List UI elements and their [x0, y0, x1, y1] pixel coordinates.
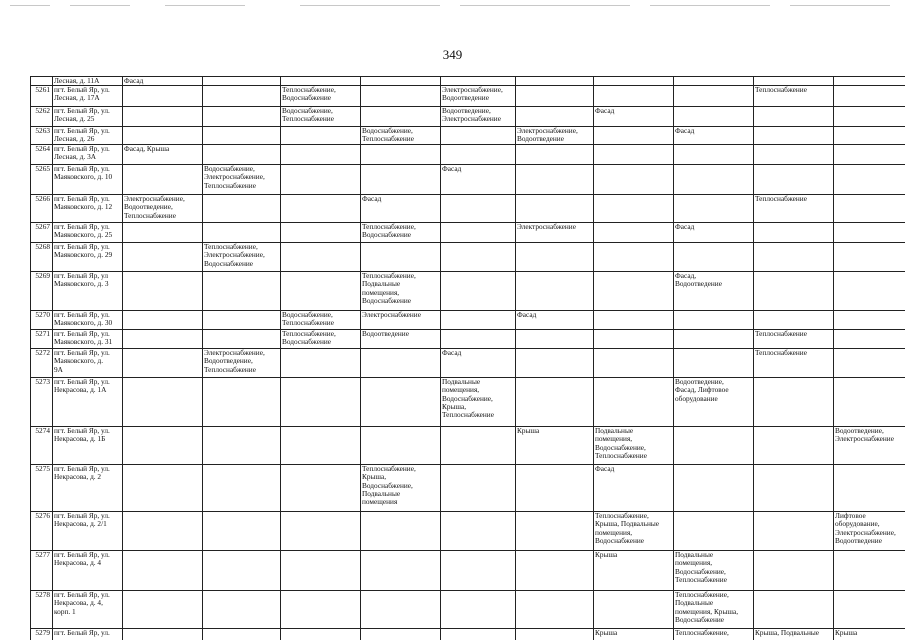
- works-cell: Фасад: [675, 223, 695, 231]
- works-cell: [442, 272, 514, 310]
- works-cell: [755, 107, 832, 126]
- address-cell: пгт. Белый Яр, ул. Некрасова, д. 2/1: [54, 512, 110, 529]
- address-cell: пгт. Белый Яр, ул. Лесная, д. 3А: [54, 145, 110, 162]
- data-table: [30, 76, 905, 640]
- works-cell: [282, 427, 359, 464]
- works-cell: [204, 629, 279, 640]
- row-number: 5261: [35, 86, 50, 94]
- row-number: 5276: [35, 512, 50, 520]
- works-cell: [755, 243, 832, 271]
- works-cell: [517, 165, 592, 194]
- works-cell: [595, 349, 672, 377]
- works-cell: [204, 223, 279, 242]
- works-cell: [675, 165, 752, 194]
- works-cell: Водоснабжение, Теплоснабжение: [282, 311, 334, 328]
- works-cell: [517, 107, 592, 126]
- works-cell: [204, 145, 279, 164]
- works-cell: [835, 223, 905, 242]
- works-cell: [282, 272, 359, 310]
- works-cell: [595, 145, 672, 164]
- works-cell: [675, 311, 752, 329]
- works-cell: [595, 223, 672, 242]
- address-cell: пгт. Белый Яр, ул. Лесная, д. 25: [54, 107, 110, 124]
- works-cell: Фасад: [595, 465, 615, 473]
- works-cell: [755, 311, 832, 329]
- works-cell: [282, 378, 359, 426]
- scan-noise: [0, 0, 905, 12]
- works-cell: [755, 378, 832, 426]
- works-cell: Крыша, Подвальные: [755, 629, 820, 637]
- works-cell: Теплоснабжение, Водоснабжение: [282, 330, 336, 347]
- address-cell: Лесная, д. 11А: [54, 77, 100, 85]
- row-number: 5268: [35, 243, 50, 251]
- works-cell: [835, 465, 905, 511]
- works-cell: Фасад: [362, 195, 382, 203]
- works-cell: [442, 465, 514, 511]
- works-cell: [362, 591, 439, 628]
- row-number: 5271: [35, 330, 50, 338]
- works-cell: [517, 551, 592, 590]
- works-cell: [442, 223, 514, 242]
- works-cell: [835, 272, 905, 310]
- works-cell: [755, 427, 832, 464]
- works-cell: [835, 311, 905, 329]
- works-cell: Водоснабжение, Электроснабжение, Теплоснабжение: [204, 165, 265, 190]
- works-cell: [442, 427, 514, 464]
- works-cell: [124, 272, 201, 310]
- works-cell: [282, 165, 359, 194]
- works-cell: [362, 349, 439, 377]
- works-cell: [675, 107, 752, 126]
- works-cell: [442, 629, 514, 640]
- works-cell: [124, 349, 201, 377]
- works-cell: [675, 427, 752, 464]
- works-cell: [835, 349, 905, 377]
- address-cell: пгт. Белый Яр, ул Маяковского, д. 3: [54, 272, 109, 289]
- works-cell: [204, 77, 279, 85]
- works-cell: Фасад, Крыша: [124, 145, 170, 153]
- works-cell: [204, 330, 279, 348]
- works-cell: [442, 145, 514, 164]
- works-cell: [124, 512, 201, 550]
- works-cell: [442, 551, 514, 590]
- column-divider: [593, 76, 594, 640]
- works-cell: [282, 145, 359, 164]
- address-cell: пгт. Белый Яр, ул. Маяковского, д. 25: [54, 223, 113, 240]
- column-divider: [515, 76, 516, 640]
- works-cell: [835, 243, 905, 271]
- works-cell: [595, 127, 672, 144]
- works-cell: Фасад: [442, 349, 462, 357]
- address-cell: пгт. Белый Яр, ул. Маяковского, д. 12: [54, 195, 113, 212]
- works-cell: Теплоснабжение,: [675, 629, 729, 637]
- row-number: 5269: [35, 272, 50, 280]
- works-cell: Фасад, Водоотведение: [675, 272, 722, 289]
- works-cell: Теплоснабжение, Водоснабжение: [362, 223, 416, 240]
- works-cell: [675, 349, 752, 377]
- row-number: 5278: [35, 591, 50, 599]
- works-cell: Подвальные помещения, Водоснабжение, Теплоснабжение: [675, 551, 727, 584]
- column-divider: [122, 76, 123, 640]
- works-cell: Подвальные помещения, Водоснабжение, Крыша, Теплоснабжение: [442, 378, 494, 420]
- works-cell: [124, 107, 201, 126]
- works-cell: [835, 330, 905, 348]
- works-cell: [362, 629, 439, 640]
- works-cell: [517, 330, 592, 348]
- works-cell: [204, 591, 279, 628]
- address-cell: пгт. Белый Яр, ул. Некрасова, д. 4: [54, 551, 110, 568]
- column-divider: [833, 76, 834, 640]
- works-cell: Теплоснабжение: [755, 349, 807, 357]
- works-cell: Теплоснабжение, Крыша, Подвальные помещения, Водоснабжение: [595, 512, 660, 545]
- works-cell: [442, 243, 514, 271]
- works-cell: Теплоснабжение, Электроснабжение, Водоснабжение: [204, 243, 265, 268]
- row-number: 5277: [35, 551, 50, 559]
- works-cell: [124, 551, 201, 590]
- address-cell: пгт. Белый Яр, ул. Некрасова, д. 1А: [54, 378, 110, 395]
- works-cell: Крыша: [517, 427, 540, 435]
- works-cell: [362, 551, 439, 590]
- works-cell: [282, 195, 359, 222]
- works-cell: Водоотведение: [362, 330, 409, 338]
- works-cell: [835, 591, 905, 628]
- works-cell: [595, 591, 672, 628]
- row-number: 5275: [35, 465, 50, 473]
- works-cell: [282, 243, 359, 271]
- works-cell: [835, 77, 905, 85]
- works-cell: [755, 272, 832, 310]
- row-number: 5267: [35, 223, 50, 231]
- works-cell: Электроснабжение: [517, 223, 576, 231]
- works-cell: [517, 195, 592, 222]
- works-cell: [675, 330, 752, 348]
- works-cell: Теплоснабжение: [755, 330, 807, 338]
- address-cell: пгт. Белый Яр, ул.: [54, 629, 110, 637]
- works-cell: Крыша: [835, 629, 858, 637]
- works-cell: [282, 223, 359, 242]
- works-cell: Фасад: [124, 77, 144, 85]
- works-cell: [517, 145, 592, 164]
- works-cell: [517, 465, 592, 511]
- works-cell: [517, 86, 592, 106]
- page-number: 349: [442, 47, 463, 62]
- works-cell: [595, 165, 672, 194]
- works-cell: [442, 512, 514, 550]
- works-cell: [595, 272, 672, 310]
- works-cell: [835, 145, 905, 164]
- works-cell: [204, 311, 279, 329]
- works-cell: [755, 551, 832, 590]
- column-divider: [673, 76, 674, 640]
- works-cell: [442, 127, 514, 144]
- works-cell: [204, 272, 279, 310]
- works-cell: [282, 591, 359, 628]
- column-divider: [280, 76, 281, 640]
- address-cell: пгт. Белый Яр, ул. Маяковского, д. 29: [54, 243, 113, 260]
- works-cell: Водоотведение, Электроснабжение: [442, 107, 501, 124]
- works-cell: [282, 629, 359, 640]
- works-cell: [442, 311, 514, 329]
- works-cell: [362, 378, 439, 426]
- works-cell: [755, 591, 832, 628]
- works-cell: [675, 195, 752, 222]
- works-cell: [282, 465, 359, 511]
- works-cell: [362, 77, 439, 85]
- works-cell: [675, 145, 752, 164]
- works-cell: [835, 195, 905, 222]
- works-cell: [282, 127, 359, 144]
- works-cell: [124, 127, 201, 144]
- works-cell: [442, 77, 514, 85]
- works-cell: [755, 165, 832, 194]
- column-divider: [360, 76, 361, 640]
- works-cell: [595, 195, 672, 222]
- works-cell: [595, 243, 672, 271]
- works-cell: [124, 591, 201, 628]
- works-cell: [835, 165, 905, 194]
- works-cell: [517, 512, 592, 550]
- row-number: 5264: [35, 145, 50, 153]
- works-cell: [835, 86, 905, 106]
- works-cell: [362, 165, 439, 194]
- works-cell: [362, 427, 439, 464]
- row-number: 5270: [35, 311, 50, 319]
- works-cell: Крыша: [595, 551, 618, 559]
- works-cell: [755, 223, 832, 242]
- column-divider: [753, 76, 754, 640]
- address-cell: пгт. Белый Яр, ул. Маяковского, д. 9А: [54, 349, 110, 374]
- works-cell: Водоснабжение, Теплоснабжение: [282, 107, 334, 124]
- address-cell: пгт. Белый Яр, ул. Маяковского, д. 30: [54, 311, 113, 328]
- works-cell: Электроснабжение, Водоотведение, Теплоснабжение: [204, 349, 265, 374]
- works-cell: [755, 77, 832, 85]
- works-cell: [442, 195, 514, 222]
- row-number: 5272: [35, 349, 50, 357]
- works-cell: [282, 551, 359, 590]
- works-cell: Теплоснабжение: [755, 86, 807, 94]
- works-cell: Теплоснабжение, Подвальные помещения, Крыша, Водоснабжение: [675, 591, 739, 624]
- works-cell: [675, 77, 752, 85]
- works-cell: [442, 591, 514, 628]
- works-cell: Электроснабжение, Водоотведение: [442, 86, 503, 103]
- row-number: 5279: [35, 629, 50, 637]
- works-cell: Фасад: [595, 107, 615, 115]
- works-cell: [595, 311, 672, 329]
- works-cell: Водоснабжение, Теплоснабжение: [362, 127, 414, 144]
- works-cell: [755, 127, 832, 144]
- works-cell: [124, 311, 201, 329]
- works-cell: [282, 349, 359, 377]
- works-cell: [204, 107, 279, 126]
- works-cell: [517, 272, 592, 310]
- row-number: 5266: [35, 195, 50, 203]
- works-cell: [124, 427, 201, 464]
- address-cell: пгт. Белый Яр, ул. Некрасова, д. 1Б: [54, 427, 110, 444]
- works-cell: Электроснабжение, Водоотведение: [517, 127, 578, 144]
- works-cell: [124, 629, 201, 640]
- works-cell: [282, 77, 359, 85]
- column-divider: [52, 76, 53, 640]
- works-cell: [204, 195, 279, 222]
- works-cell: [755, 512, 832, 550]
- works-cell: Фасад: [517, 311, 537, 319]
- works-cell: [124, 330, 201, 348]
- works-cell: [124, 378, 201, 426]
- works-cell: [362, 243, 439, 271]
- works-cell: Теплоснабжение, Водоснабжение: [282, 86, 336, 103]
- works-cell: Подвальные помещения, Водоснабжение, Теплоснабжение: [595, 427, 647, 460]
- works-cell: [362, 145, 439, 164]
- works-cell: Лифтовое оборудование, Электроснабжение, Водоотведение: [835, 512, 896, 545]
- works-cell: [204, 378, 279, 426]
- works-cell: [204, 465, 279, 511]
- works-cell: [124, 465, 201, 511]
- works-cell: [675, 512, 752, 550]
- works-cell: [517, 378, 592, 426]
- works-cell: Электроснабжение, Водоотведение, Теплоснабжение: [124, 195, 185, 220]
- works-cell: Теплоснабжение, Подвальные помещения, Водоснабжение: [362, 272, 416, 305]
- address-cell: пгт. Белый Яр, ул. Лесная, д. 26: [54, 127, 110, 144]
- works-cell: [124, 243, 201, 271]
- works-cell: [675, 465, 752, 511]
- row-number: 5265: [35, 165, 50, 173]
- column-divider: [202, 76, 203, 640]
- works-cell: [362, 86, 439, 106]
- works-cell: Водоотведение, Фасад, Лифтовое оборудование: [675, 378, 729, 403]
- works-cell: [835, 551, 905, 590]
- works-cell: [362, 107, 439, 126]
- works-cell: Водоотведение, Электроснабжение: [835, 427, 894, 444]
- works-cell: [362, 512, 439, 550]
- works-cell: [755, 465, 832, 511]
- row-number: [31, 77, 50, 85]
- works-cell: Крыша: [595, 629, 618, 637]
- works-cell: [282, 512, 359, 550]
- works-cell: [755, 145, 832, 164]
- works-cell: Фасад: [442, 165, 462, 173]
- works-cell: [595, 378, 672, 426]
- works-cell: [442, 330, 514, 348]
- works-cell: [517, 629, 592, 640]
- works-cell: [517, 591, 592, 628]
- works-cell: [675, 243, 752, 271]
- works-cell: Электроснабжение: [362, 311, 421, 319]
- works-cell: [204, 551, 279, 590]
- address-cell: пгт. Белый Яр, ул. Некрасова, д. 2: [54, 465, 110, 482]
- works-cell: Фасад: [675, 127, 695, 135]
- works-cell: Теплоснабжение: [755, 195, 807, 203]
- address-cell: пгт. Белый Яр, ул. Маяковского, д. 31: [54, 330, 113, 347]
- works-cell: Теплоснабжение, Крыша, Водоснабжение, Подвальные помещения: [362, 465, 416, 507]
- works-cell: [835, 378, 905, 426]
- column-divider: [440, 76, 441, 640]
- address-cell: пгт. Белый Яр, ул. Некрасова, д. 4, корп. 1: [54, 591, 110, 616]
- row-number: 5274: [35, 427, 50, 435]
- works-cell: [595, 77, 672, 85]
- works-cell: [517, 243, 592, 271]
- row-number: 5262: [35, 107, 50, 115]
- works-cell: [595, 330, 672, 348]
- address-cell: пгт. Белый Яр, ул. Лесная, д. 17А: [54, 86, 110, 103]
- works-cell: [124, 223, 201, 242]
- works-cell: [835, 107, 905, 126]
- works-cell: [204, 427, 279, 464]
- works-cell: [835, 127, 905, 144]
- row-number: 5263: [35, 127, 50, 135]
- works-cell: [124, 165, 201, 194]
- row-number: 5273: [35, 378, 50, 386]
- works-cell: [517, 349, 592, 377]
- works-cell: [204, 86, 279, 106]
- address-cell: пгт. Белый Яр, ул. Маяковского, д. 10: [54, 165, 113, 182]
- works-cell: [517, 77, 592, 85]
- works-cell: [595, 86, 672, 106]
- works-cell: [204, 512, 279, 550]
- works-cell: [124, 86, 201, 106]
- works-cell: [204, 127, 279, 144]
- works-cell: [675, 86, 752, 106]
